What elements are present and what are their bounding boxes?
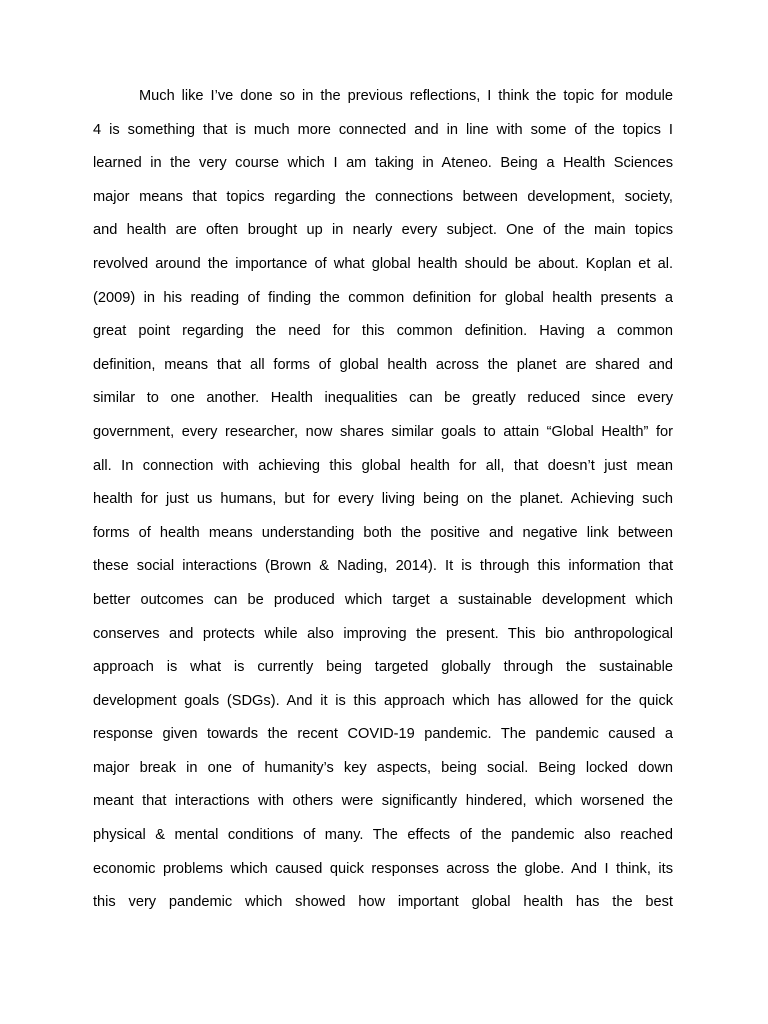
body-paragraph <box>93 83 673 923</box>
paragraph-line: revolved around the importance of what global health should be about. Koplan et al. <box>93 255 673 272</box>
paragraph-line: meant that interactions with others were significantly hindered, which worsened the <box>93 793 673 810</box>
paragraph-line: and health are often brought up in nearly every subject. One of the main topics <box>93 222 673 239</box>
paragraph-line: this very pandemic which showed how important global health has the best <box>93 894 673 911</box>
paragraph-line: major break in one of humanity’s key aspects, being social. Being locked down <box>93 759 673 776</box>
paragraph-line: response given towards the recent COVID-19 pandemic. The pandemic caused a <box>93 726 673 743</box>
paragraph-line: learned in the very course which I am taking in Ateneo. Being a Health Sciences <box>93 155 673 172</box>
paragraph-line: (2009) in his reading of finding the common definition for global health presents a <box>93 289 673 306</box>
paragraph-line: better outcomes can be produced which target a sustainable development which <box>93 591 673 608</box>
paragraph-line: physical & mental conditions of many. The effects of the pandemic also reached <box>93 827 673 844</box>
paragraph-line: development goals (SDGs). And it is this approach which has allowed for the quick <box>93 692 673 709</box>
paragraph-line: similar to one another. Health inequalities can be greatly reduced since every <box>93 390 673 407</box>
paragraph-line: definition, means that all forms of global health across the planet are shared and <box>93 356 673 373</box>
paragraph-line: all. In connection with achieving this global health for all, that doesn’t just mean <box>93 457 673 474</box>
paragraph-line: Much like I’ve done so in the previous reflections, I think the topic for module <box>139 88 673 104</box>
paragraph-line: these social interactions (Brown & Nading, 2014). It is through this information that <box>93 558 673 575</box>
paragraph-line: approach is what is currently being targeted globally through the sustainable <box>93 659 673 676</box>
paragraph-line: major means that topics regarding the connections between development, society, <box>93 188 673 205</box>
paragraph-line: government, every researcher, now shares similar goals to attain “Global Health” for <box>93 423 673 440</box>
paragraph-line: health for just us humans, but for every living being on the planet. Achieving such <box>93 491 673 508</box>
paragraph-line: conserves and protects while also improving the present. This bio anthropological <box>93 625 673 642</box>
paragraph-line: economic problems which caused quick responses across the globe. And I think, its <box>93 860 673 877</box>
paragraph-line: forms of health means understanding both the positive and negative link between <box>93 524 673 541</box>
paragraph-line: great point regarding the need for this common definition. Having a common <box>93 323 673 340</box>
paragraph-line: 4 is something that is much more connected and in line with some of the topics I <box>93 121 673 138</box>
